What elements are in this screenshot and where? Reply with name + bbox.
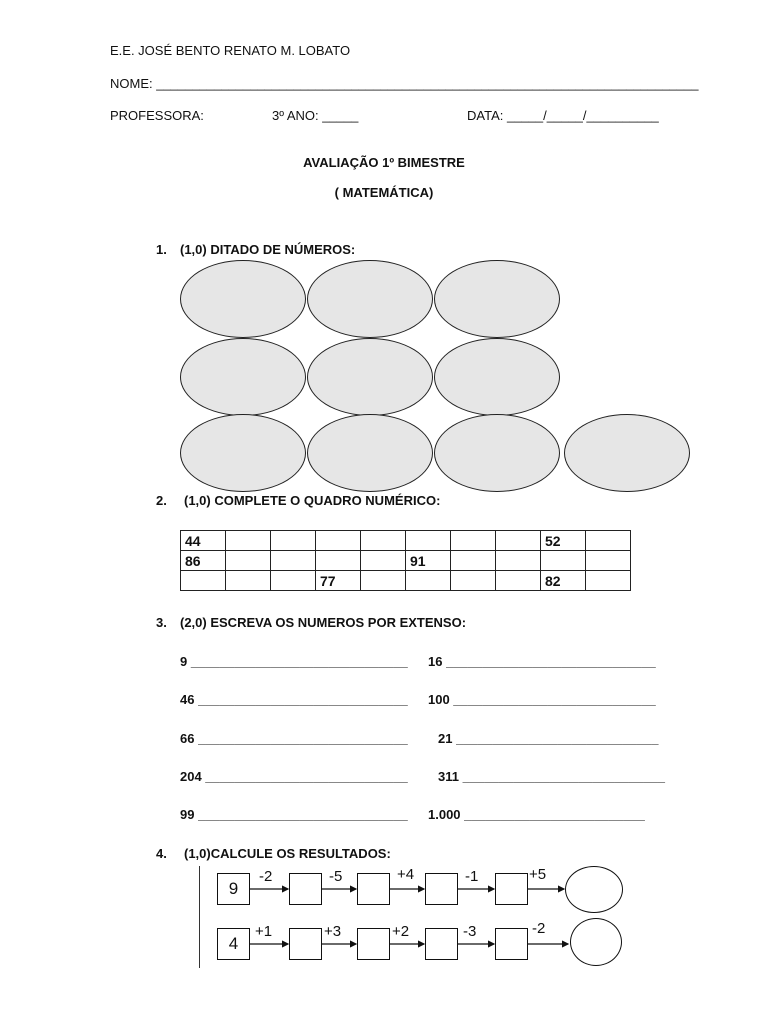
q4-number: 4. [156,846,167,861]
page-subtitle: ( MATEMÁTICA) [334,185,434,200]
operation-label: +4 [397,866,415,883]
answer-box [495,928,528,960]
school-name: E.E. JOSÉ BENTO RENATO M. LOBATO [110,43,351,58]
grid-cell: 86 [181,551,226,571]
q2-text: (1,0) COMPLETE O QUADRO NUMÉRICO: [184,493,441,508]
start-value-box: 9 [217,873,250,905]
teacher-label: PROFESSORA: [110,108,204,123]
grid-cell: 52 [541,531,586,551]
write-line: 100 ____________________________ [428,692,656,707]
answer-box [289,928,322,960]
q4-text: (1,0)CALCULE OS RESULTADOS: [184,846,391,861]
answer-box [495,873,528,905]
operation-label: -5 [329,868,343,885]
answer-box [425,873,458,905]
write-line: 16 _____________________________ [428,654,656,669]
grid-cell: 82 [541,571,586,591]
write-line: 46 _____________________________ [180,692,408,707]
write-line: 99 _____________________________ [180,807,408,822]
answer-box [357,873,390,905]
operation-label: +1 [255,923,273,940]
write-line: 66 _____________________________ [180,731,408,746]
write-line: 311 ____________________________ [438,769,666,784]
q1-text: (1,0) DITADO DE NÚMEROS: [180,242,356,257]
grid-cell: 77 [316,571,361,591]
answer-box [425,928,458,960]
answer-box [289,873,322,905]
result-circle [565,866,623,913]
operation-label: +3 [324,923,342,940]
date-field: DATA: _____/_____/__________ [467,108,659,123]
operation-label: +2 [392,923,410,940]
operation-label: -2 [259,868,273,885]
write-line: 1.000 _________________________ [428,807,645,822]
write-line: 21 ____________________________ [438,731,659,746]
q3-text: (2,0) ESCREVA OS NUMEROS POR EXTENSO: [180,615,467,630]
result-circle [570,918,622,966]
operation-label: -1 [465,868,479,885]
operation-label: -2 [532,920,546,937]
grid-cell: 44 [181,531,226,551]
operation-label: +5 [529,866,547,883]
write-line: 9 ______________________________ [180,654,408,669]
q1-number: 1. [156,242,167,257]
write-line: 204 ____________________________ [180,769,408,784]
name-field: NOME: ___________________________________________________________________________ [110,76,699,91]
year-field: 3º ANO: _____ [272,108,359,123]
answer-box [357,928,390,960]
q3-number: 3. [156,615,167,630]
page-title: AVALIAÇÃO 1º BIMESTRE [303,155,465,170]
operation-label: -3 [463,923,477,940]
grid-cell: 91 [406,551,451,571]
start-value-box: 4 [217,928,250,960]
q2-number: 2. [156,493,167,508]
